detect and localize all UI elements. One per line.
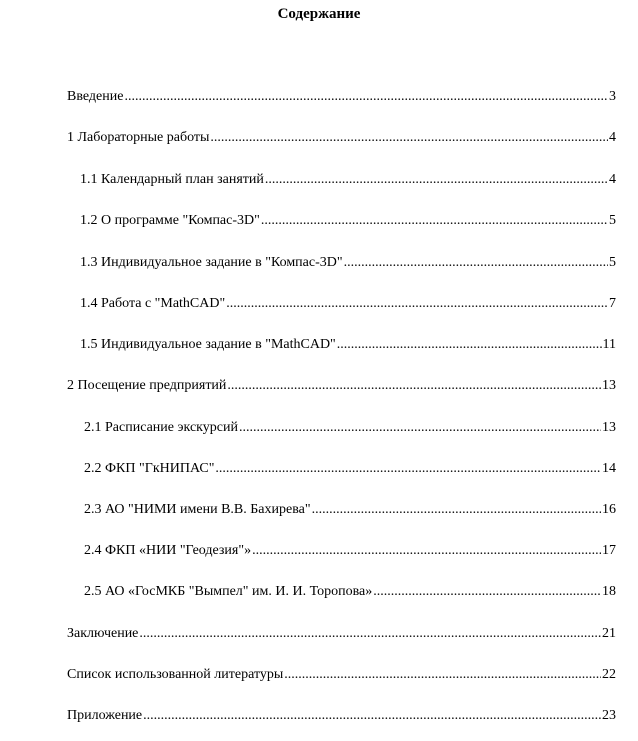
toc-entry-2-5[interactable] [84,583,616,601]
toc-entry-2-2[interactable] [84,460,616,478]
toc-entry-label: 1.2 О программе "Компас-3D" [80,213,260,228]
toc-entry-page: 13 [602,378,616,393]
toc-entry-label: 2.2 ФКП "ГкНИПАС" [84,461,215,476]
dot-leader [252,542,601,560]
dot-leader [344,254,608,272]
toc-entry-label: 1 Лабораторные работы [67,130,210,145]
toc-entry-page: 4 [609,130,616,145]
page-title: Содержание [277,6,361,22]
toc-entry-label: 1.4 Работа с "MathCAD" [80,296,226,311]
toc-entry-page: 4 [609,172,616,187]
toc-entry-visits[interactable] [67,377,616,395]
dot-leader [143,707,601,725]
toc-entry-label: 1.3 Индивидуальное задание в "Компас-3D" [80,255,343,270]
dot-leader [227,377,601,395]
toc-entry-page: 7 [609,296,616,311]
toc-entry-labs[interactable] [67,129,616,147]
dot-leader [226,295,608,313]
toc-entry-appendix[interactable] [67,707,616,725]
toc-entry-page: 18 [602,584,616,599]
toc-entry-conclusion[interactable] [67,625,616,643]
toc-entry-page: 11 [602,337,616,352]
toc-entry-page: 3 [609,89,616,104]
toc-entry-page: 23 [602,708,616,723]
dot-leader [261,212,608,230]
dot-leader [124,88,608,106]
toc-entry-page: 5 [609,213,616,228]
toc-entry-2-1[interactable] [84,419,616,437]
toc-entry-1-4[interactable] [80,295,616,313]
toc-entry-page: 14 [602,461,616,476]
dot-leader [139,625,601,643]
toc-entry-label: 2.4 ФКП «НИИ "Геодезия"» [84,543,252,558]
dot-leader [239,419,601,437]
dot-leader [312,501,601,519]
toc-entry-1-3[interactable] [80,254,616,272]
dot-leader [373,583,601,601]
toc-entry-introduction[interactable] [67,88,616,106]
toc-entry-page: 5 [609,255,616,270]
toc-entry-label: 2.1 Расписание экскурсий [84,420,238,435]
toc-entry-label: 1.1 Календарный план занятий [80,172,264,187]
toc-entry-page: 16 [602,502,616,517]
toc-entry-page: 13 [602,420,616,435]
dot-leader [265,171,608,189]
toc-entry-references[interactable] [67,666,616,684]
toc-entry-1-5[interactable] [80,336,616,354]
dot-leader [215,460,601,478]
toc-entry-label: Список использованной литературы [67,667,284,682]
toc-entry-page: 22 [602,667,616,682]
toc-entry-label: Введение [67,89,124,104]
toc-entry-label: 2.3 АО "НИМИ имени В.В. Бахирева" [84,502,311,517]
dot-leader [210,129,608,147]
toc-entry-label: 1.5 Индивидуальное задание в "MathCAD" [80,337,336,352]
dot-leader [337,336,602,354]
toc-entry-page: 17 [602,543,616,558]
toc-entry-1-1[interactable] [80,171,616,189]
toc-entry-label: Приложение [67,708,143,723]
toc-entry-2-3[interactable] [84,501,616,519]
toc-entry-label: Заключение [67,626,139,641]
toc-entry-label: 2 Посещение предприятий [67,378,227,393]
toc-entry-1-2[interactable] [80,212,616,230]
toc-entry-page: 21 [602,626,616,641]
dot-leader [284,666,601,684]
toc-entry-2-4[interactable] [84,542,616,560]
toc-entry-label: 2.5 АО «ГосМКБ "Вымпел" им. И. И. Торопова» [84,584,373,599]
